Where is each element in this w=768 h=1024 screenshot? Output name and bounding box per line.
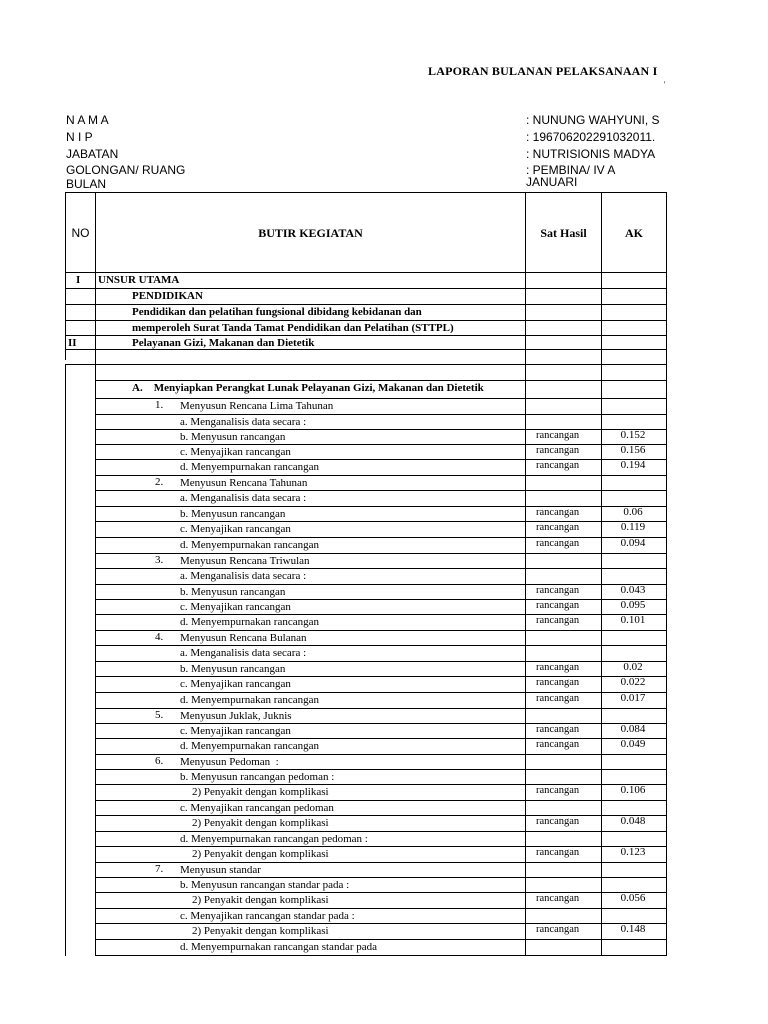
table-row [0,320,667,336]
row-border [95,955,666,956]
item-number: 6. [155,755,164,767]
activity-text: a. Menganalisis data secara : [180,416,307,428]
sat-hasil-cell: rancangan [536,507,580,518]
activity-text: Menyusun Pedoman : [180,756,279,768]
sat-hasil-cell: rancangan [536,739,580,750]
header-butir-kegiatan: BUTIR KEGIATAN [258,226,363,240]
table-row [0,568,667,584]
table-row [0,923,667,939]
ak-cell: 0.022 [620,676,646,688]
table-row [0,537,667,553]
activity-text: Menyusun Rencana Triwulan [180,555,310,567]
table-row [0,800,667,816]
table-row [0,754,667,770]
activity-text: d. Menyempurnakan rancangan standar pada [180,941,378,953]
table-row [0,490,667,506]
report-title: LAPORAN BULANAN PELAKSANAAN I [428,64,658,78]
ak-cell: 0.095 [620,599,646,611]
activity-text: Menyusun Rencana Tahunan [180,477,308,489]
info-label-jabatan: JABATAN [66,147,119,161]
table-row [0,831,667,847]
ak-cell: 0.123 [620,846,646,858]
activity-text: 2) Penyakit dengan komplikasi [192,786,329,798]
sat-hasil-cell: rancangan [536,538,580,549]
table-row [0,661,667,677]
table-row [0,676,667,692]
sat-hasil-cell: rancangan [536,724,580,735]
ak-cell: 0.043 [620,584,646,596]
item-number: 7. [155,863,164,875]
info-label-bulan: BULAN [66,177,107,191]
table-row [0,288,667,304]
table-row [0,475,667,491]
table-row [0,908,667,924]
activity-text: Pendidikan dan pelatihan fungsional dibidang kebidanan dan [132,306,422,318]
activity-text: c. Menyajikan rancangan [180,523,291,535]
sat-hasil-cell: rancangan [536,693,580,704]
table-row [0,272,667,288]
activity-text: Menyusun Rencana Bulanan [180,632,307,644]
activity-text: c. Menyajikan rancangan [180,446,291,458]
sat-hasil-cell: rancangan [536,847,580,858]
table-row [0,815,667,831]
sat-hasil-cell: rancangan [536,677,580,688]
sat-hasil-cell: rancangan [536,816,580,827]
activity-text: c. Menyajikan rancangan [180,725,291,737]
activity-text: UNSUR UTAMA [98,274,180,286]
activity-text: a. Menganalisis data secara : [180,492,307,504]
activity-text: b. Menyusun rancangan [180,431,286,443]
table-row [0,645,667,661]
table-row [0,708,667,724]
sat-hasil-cell: rancangan [536,600,580,611]
table-row [0,892,667,908]
sat-hasil-cell: rancangan [536,445,580,456]
sat-hasil-cell: rancangan [536,585,580,596]
activity-text: d. Menyempurnakan rancangan [180,616,319,628]
info-value-bulan: JANUARI [526,175,578,189]
ak-cell: 0.017 [620,692,646,704]
activity-text: 2) Penyakit dengan komplikasi [192,848,329,860]
table-row [0,429,667,445]
section-number: II [68,337,77,349]
activity-text: b. Menyusun rancangan standar pada : [180,879,350,891]
activity-text: d. Menyempurnakan rancangan [180,694,319,706]
activity-text: Menyusun Rencana Lima Tahunan [180,400,334,412]
info-value-nama: : NUNUNG WAHYUNI, S [526,113,660,127]
table-row [0,414,667,430]
table-row [0,304,667,320]
header-sat-hasil: Sat Hasil [540,226,587,240]
table-row [0,738,667,754]
table-row [0,349,667,365]
ak-cell: 0.106 [620,784,646,796]
sat-hasil-cell: rancangan [536,615,580,626]
table-row [0,846,667,862]
activity-text: 2) Penyakit dengan komplikasi [192,817,329,829]
table-row [0,599,667,615]
table-row [0,862,667,878]
activity-text: c. Menyajikan rancangan pedoman [180,802,334,814]
table-row [0,692,667,708]
ak-cell: 0.094 [620,537,646,549]
title-tick-mark: ' [664,80,666,89]
table-row [0,630,667,646]
table-row [0,459,667,475]
ak-cell: 0.119 [620,521,646,533]
ak-cell: 0.02 [623,661,643,673]
sat-hasil-cell: rancangan [536,522,580,533]
activity-text: memperoleh Surat Tanda Tamat Pendidikan dan Pelatihan (STTPL) [132,322,454,334]
sat-hasil-cell: rancangan [536,785,580,796]
sat-hasil-cell: rancangan [536,662,580,673]
ak-cell: 0.156 [620,444,646,456]
activity-text: b. Menyusun rancangan [180,508,286,520]
table-row [0,506,667,522]
sat-hasil-cell: rancangan [536,924,580,935]
item-number: 2. [155,476,164,488]
activity-text: b. Menyusun rancangan pedoman : [180,771,335,783]
item-number: 5. [155,709,164,721]
table-row [0,444,667,460]
sat-hasil-cell: rancangan [536,430,580,441]
ak-cell: 0.06 [623,506,643,518]
info-label-golongan: GOLONGAN/ RUANG [66,163,186,177]
table-row [0,584,667,600]
activity-text: c. Menyajikan rancangan [180,678,291,690]
activity-text: Pelayanan Gizi, Makanan dan Dietetik [132,337,315,349]
table-row [0,521,667,537]
table-row [0,723,667,739]
table-top-border [65,192,667,193]
activity-text: d. Menyempurnakan rancangan [180,740,319,752]
table-row [0,939,667,955]
ak-cell: 0.049 [620,738,646,750]
sat-hasil-cell: rancangan [536,893,580,904]
info-value-nip: : 196706202291032011. [526,130,656,144]
table-row [0,769,667,785]
ak-cell: 0.148 [620,923,646,935]
sat-hasil-cell: rancangan [536,460,580,471]
table-row [0,877,667,893]
ak-cell: 0.101 [620,614,646,626]
item-number: 4. [155,631,164,643]
info-value-golongan: : PEMBINA/ IV A [526,163,616,177]
activity-text: Menyusun standar [180,864,261,876]
activity-text: PENDIDIKAN [132,290,203,302]
activity-text: c. Menyajikan rancangan [180,601,291,613]
ak-cell: 0.084 [620,723,646,735]
item-number: 1. [155,399,164,411]
ak-cell: 0.056 [620,892,646,904]
activity-text: b. Menyusun rancangan [180,586,286,598]
activity-text: a. Menganalisis data secara : [180,647,307,659]
info-value-jabatan: : NUTRISIONIS MADYA [526,147,656,161]
header-no: NO [71,226,90,240]
table-row [0,553,667,569]
table-row [0,364,667,380]
activity-text: b. Menyusun rancangan [180,663,286,675]
table-row [0,614,667,630]
table-row [0,398,667,414]
ak-cell: 0.048 [620,815,646,827]
ak-cell: 0.194 [620,459,646,471]
activity-text: 2) Penyakit dengan komplikasi [192,925,329,937]
activity-text: d. Menyempurnakan rancangan pedoman : [180,833,368,845]
activity-text: d. Menyempurnakan rancangan [180,461,319,473]
header-ak: AK [625,226,643,240]
info-label-nip: N I P [66,130,93,144]
table-row [0,380,667,396]
activity-text: 2) Penyakit dengan komplikasi [192,894,329,906]
table-row [0,784,667,800]
activity-text: d. Menyempurnakan rancangan [180,539,319,551]
item-number: 3. [155,554,164,566]
activity-text: Menyusun Juklak, Juknis [180,710,292,722]
activity-text: a. Menganalisis data secara : [180,570,307,582]
ak-cell: 0.152 [620,429,646,441]
activity-text: A. Menyiapkan Perangkat Lunak Pelayanan Gizi, Makanan dan Dietetik [132,382,484,394]
activity-text: c. Menyajikan rancangan standar pada : [180,910,355,922]
info-label-nama: N A M A [66,113,109,127]
section-number: I [76,274,81,286]
